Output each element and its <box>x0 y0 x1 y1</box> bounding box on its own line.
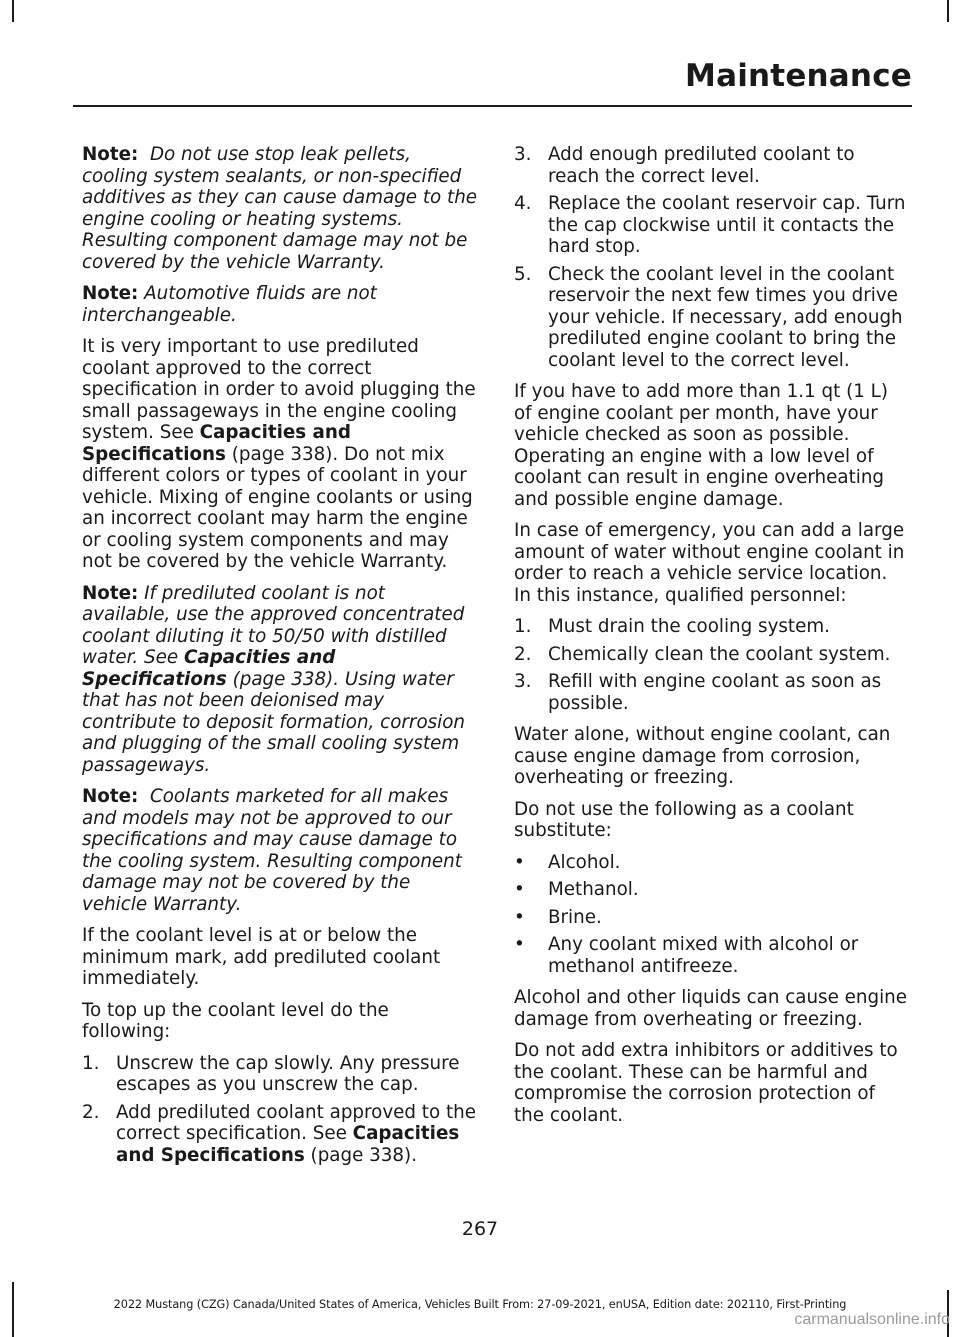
list-item <box>82 1102 478 1167</box>
step-text: Check the coolant level in the coolant reservoir the next few times you drive your vehicle. If necessary, add enough prediluted engine coolant to bring the coolant level to the correct level. <box>548 263 903 371</box>
step-text: Unscrew the cap slowly. Any pressure escapes as you unscrew the cap. <box>116 1052 460 1095</box>
note-fluids <box>82 283 478 326</box>
note-label: Note: <box>82 144 139 165</box>
step-number: 4. <box>514 193 532 214</box>
emergency-steps <box>514 616 910 714</box>
list-item <box>514 879 910 901</box>
step-number: 1. <box>514 616 532 637</box>
note-concentrated-coolant <box>82 583 478 777</box>
list-item <box>514 616 910 638</box>
bullet-icon: • <box>514 879 525 900</box>
link-capacities-specifications[interactable]: Capacities and Specifications <box>82 647 336 690</box>
step-text: Add prediluted coolant approved to the correct specification. See <box>116 1101 476 1144</box>
step-number: 3. <box>514 144 532 165</box>
paragraph-minimum-mark: If the coolant level is at or below the minimum mark, add prediluted coolant immediately. <box>82 925 441 989</box>
step-text: Refill with engine coolant as soon as possible. <box>548 671 882 714</box>
link-capacities-specifications[interactable]: Capacities and Specifications <box>82 422 351 465</box>
crop-mark-top-left <box>12 0 14 22</box>
page-title: Maintenance <box>685 58 912 94</box>
note-label: Note: <box>82 283 139 304</box>
list-item <box>514 264 910 372</box>
paragraph-coolant-per-month: If you have to add more than 1.1 qt (1 L) of engine coolant per month, have your vehicle checked as soon as possible. Operating an engine with a low level of coolant can result in engine overheating and possible engine damage. <box>514 381 888 510</box>
list-item <box>514 852 910 874</box>
left-column <box>82 144 478 1176</box>
step-number: 2. <box>514 643 532 665</box>
step-number: 3. <box>514 671 532 692</box>
step-number: 1. <box>82 1052 100 1074</box>
step-text: Add enough prediluted coolant to reach the correct level. <box>548 144 855 187</box>
note-text: Do not use stop leak pellets, cooling system sealants, or non-specified additives as they can cause damage to the engine cooling or heating systems. Resulting component damage may not be covered by the vehicle Warranty. <box>82 144 478 273</box>
substitute-bullets <box>514 852 910 978</box>
bullet-text: Any coolant mixed with alcohol or methanol antifreeze. <box>548 934 859 977</box>
bullet-icon: • <box>514 906 525 928</box>
crop-mark-top-right <box>947 0 949 22</box>
step-text: Chemically clean the coolant system. <box>548 643 891 665</box>
bullet-icon: • <box>514 851 525 873</box>
watermark: carmanualsonline.info <box>794 1311 950 1328</box>
note-coolants-marketed <box>82 786 478 915</box>
header-divider <box>73 105 912 107</box>
note-label: Note: <box>82 786 139 807</box>
paragraph-text: (page 338). Do not mix different colors or types of coolant in your vehicle. Mixing of engine coolants or using an incorrect coolant may harm the engine or cooling system components and may not be covered by the vehicle Warranty. <box>82 443 473 572</box>
bullet-text: Alcohol. <box>548 851 621 873</box>
footer-edition-info: 2022 Mustang (CZG) Canada/United States of America, Vehicles Built From: 27-09-2021, enUSA, Edition date: 202110, First-Printing <box>113 1298 847 1311</box>
step-text: Must drain the cooling system. <box>548 616 830 637</box>
step-number: 2. <box>82 1101 100 1123</box>
bullet-text: Methanol. <box>548 879 639 900</box>
note-stop-leak <box>82 144 478 273</box>
list-item <box>514 644 910 666</box>
note-label: Note: <box>82 582 139 604</box>
paragraph-alcohol-liquids: Alcohol and other liquids can cause engine damage from overheating or freezing. <box>514 987 907 1030</box>
top-up-steps <box>82 1053 478 1167</box>
list-item <box>514 671 910 714</box>
note-text: (page 338). Using water that has not been deionised may contribute to deposit formation, corrosion and plugging of the small cooling system passageways. <box>82 668 466 776</box>
bullet-icon: • <box>514 934 525 955</box>
bullet-text: Brine. <box>548 906 602 928</box>
note-text: If prediluted coolant is not available, use the approved concentrated coolant diluting it to 50/50 with distilled water. See <box>82 582 465 668</box>
paragraph-substitute-intro: Do not use the following as a coolant substitute: <box>514 798 854 841</box>
list-item <box>82 1053 478 1096</box>
right-column <box>514 144 910 1136</box>
paragraph-top-up-intro: To top up the coolant level do the following: <box>82 999 389 1042</box>
link-capacities-specifications[interactable]: Capacities and Specifications <box>116 1123 460 1166</box>
list-item <box>514 934 910 977</box>
step-number: 5. <box>514 263 532 285</box>
list-item <box>514 193 910 258</box>
step-text: Replace the coolant reservoir cap. Turn the cap clockwise until it contacts the hard stop. <box>548 193 906 257</box>
step-text: (page 338). <box>304 1144 417 1166</box>
top-up-steps-continued <box>514 144 910 371</box>
page-number: 267 <box>461 1218 499 1240</box>
paragraph-emergency: In case of emergency, you can add a large amount of water without engine coolant in order to reach a vehicle service location. In this instance, qualified personnel: <box>514 520 905 606</box>
paragraph-text: It is very important to use prediluted coolant approved to the correct specification in order to avoid plugging the small passageways in the engine cooling system. See <box>82 336 476 443</box>
list-item <box>514 144 910 187</box>
note-text: Coolants marketed for all makes and models may not be approved to our specifications and may cause damage to the cooling system. Resulting component damage may not be covered by the vehicle Warranty. <box>82 786 462 915</box>
paragraph-water-alone: Water alone, without engine coolant, can cause engine damage from corrosion, overheating or freezing. <box>514 724 891 788</box>
paragraph-no-inhibitors: Do not add extra inhibitors or additives to the coolant. These can be harmful and compromise the corrosion protection of the coolant. <box>514 1040 898 1126</box>
paragraph-prediluted-coolant <box>82 336 478 573</box>
note-text: Automotive fluids are not interchangeable. <box>82 283 377 326</box>
list-item <box>514 907 910 929</box>
